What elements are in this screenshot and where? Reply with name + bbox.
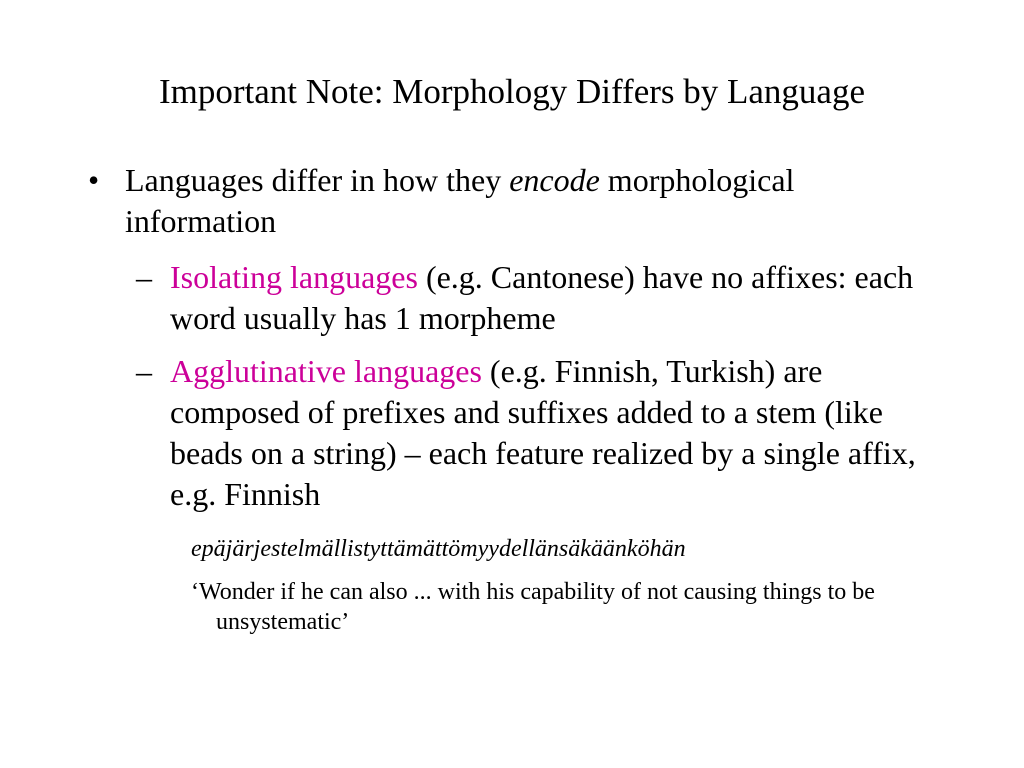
sub-bullet-rest: (e.g. Cantonese) have no affixes: each word usually has 1 morpheme xyxy=(170,259,914,336)
sub-bullet-text xyxy=(170,351,956,515)
finnish-word-text: epäjärjestelmällistyttämättömyydellänsäkäänköhän xyxy=(191,536,686,562)
highlight-agglutinative-languages: Agglutinative languages xyxy=(170,353,482,389)
bullet-text-part: Languages differ in how they xyxy=(125,162,510,198)
sub-bullet-rest: (e.g. Finnish, Turkish) are composed of prefixes and suffixes added to a stem (like beads on a string) – each feature realized by a single affix, e.g. Finnish xyxy=(170,353,916,512)
bullet-text-part: morphological information xyxy=(125,162,795,239)
emphasis-encode: encode xyxy=(509,162,600,198)
translation-text: ‘Wonder if he can also ... with his capability of not causing things to be unsystematic’ xyxy=(191,579,875,635)
slide-title: Important Note: Morphology Differs by Language xyxy=(159,72,865,111)
sub-bullet-text xyxy=(170,257,956,339)
highlight-isolating-languages: Isolating languages xyxy=(170,259,418,295)
sub-bullet-isolating xyxy=(136,257,956,339)
dash-icon: – xyxy=(136,259,152,295)
dash-icon: – xyxy=(136,353,152,389)
bullet-icon: • xyxy=(88,162,100,198)
bullet-languages-encode xyxy=(88,160,888,242)
finnish-translation xyxy=(191,577,951,637)
finnish-example-word xyxy=(191,534,951,564)
sub-bullet-agglutinative xyxy=(136,351,956,515)
bullet-text xyxy=(125,160,888,242)
